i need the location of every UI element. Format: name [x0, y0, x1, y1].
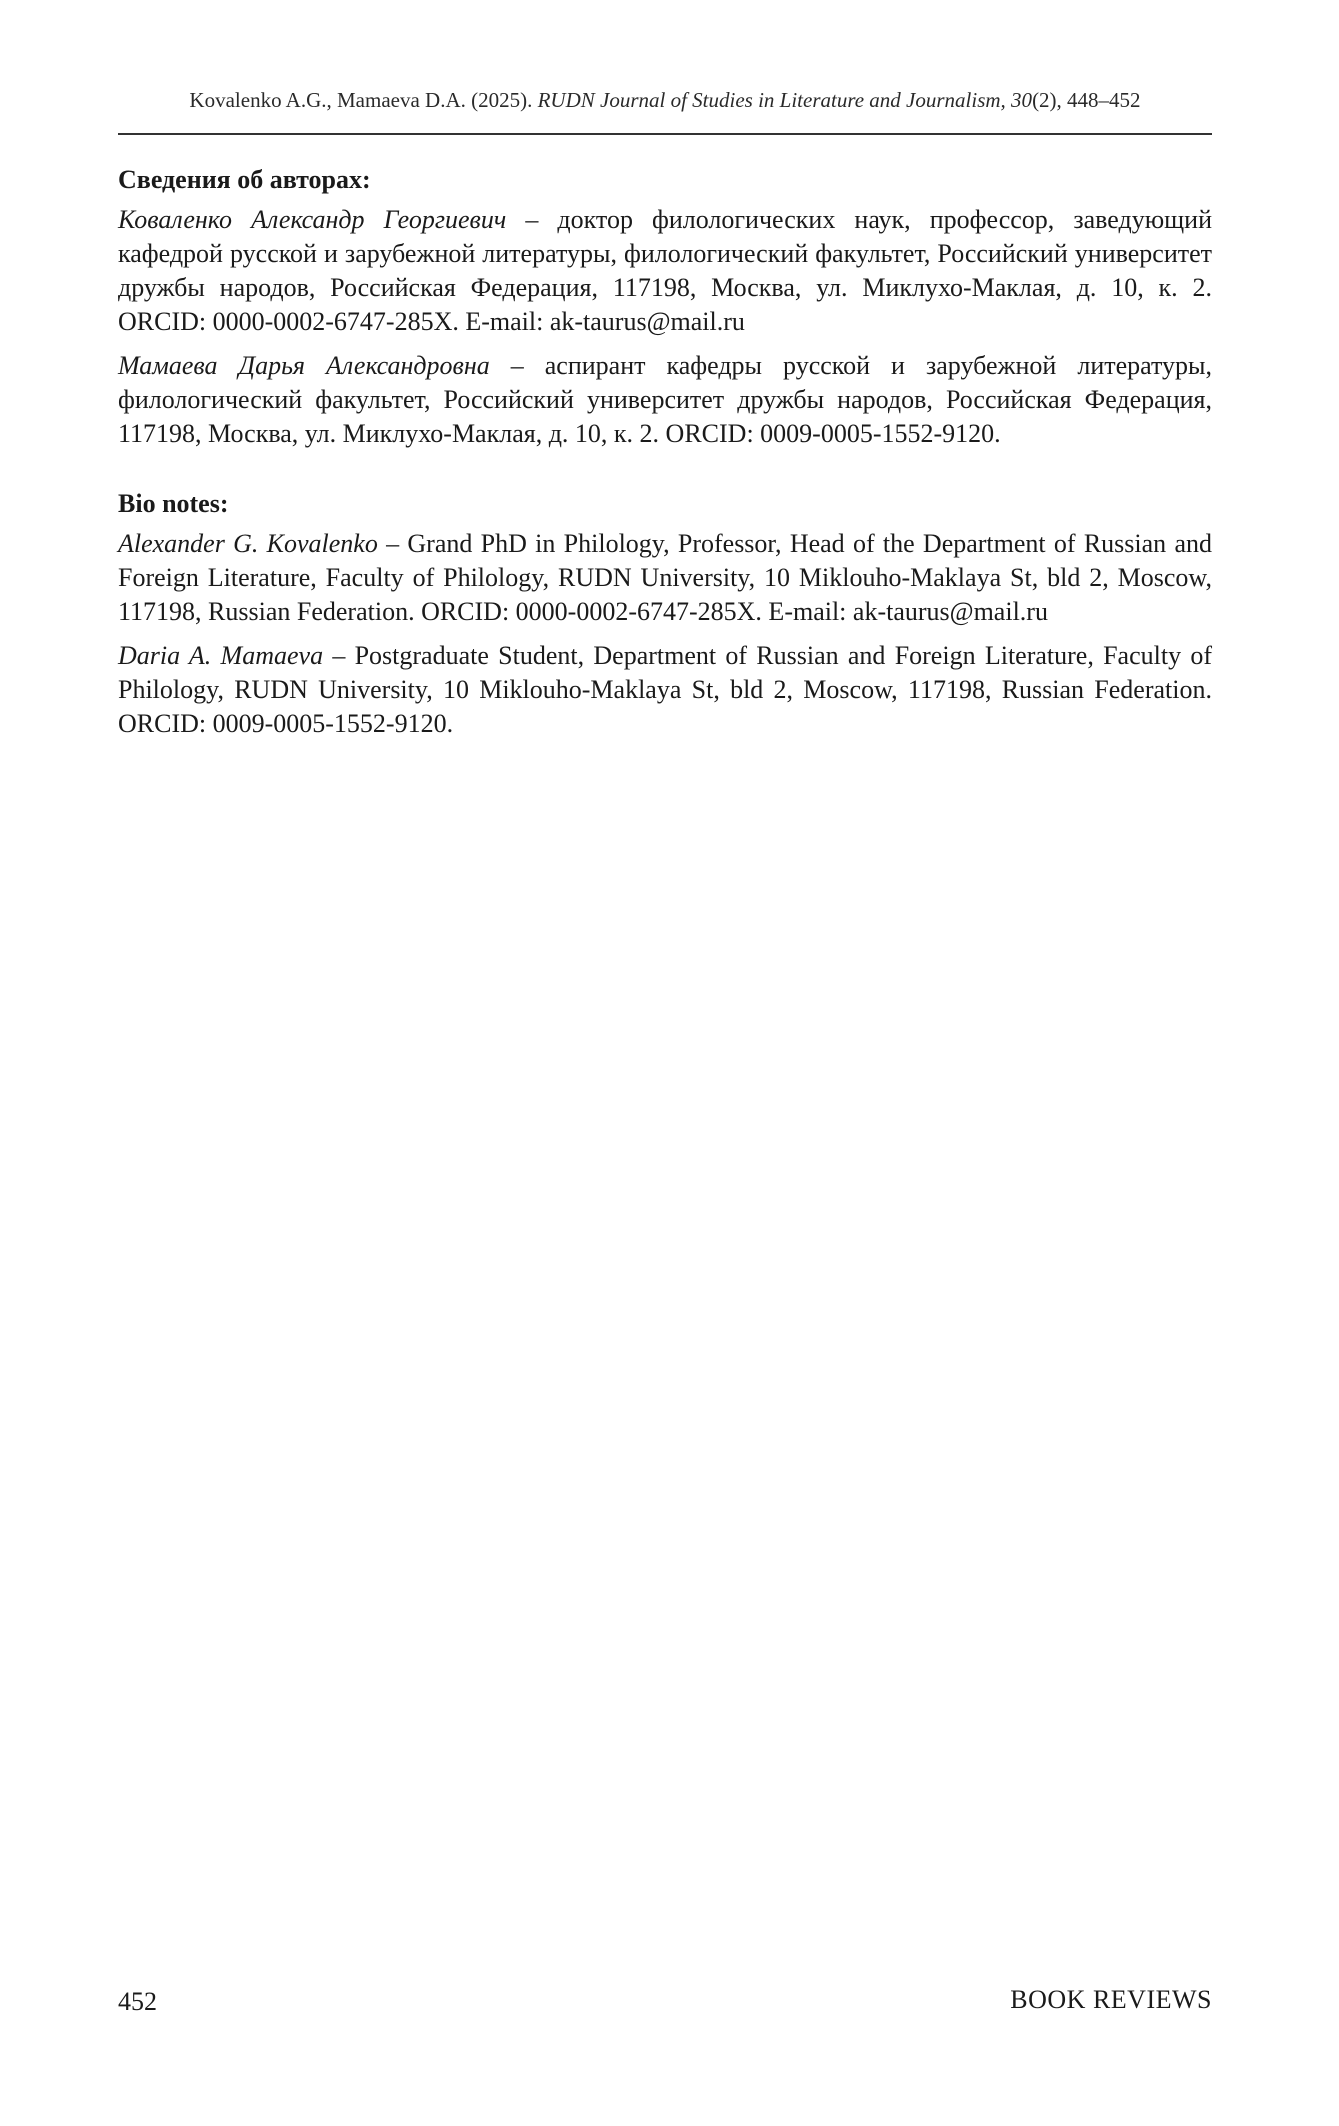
ru-author-entry [118, 203, 1212, 339]
author-details: – аспирант кафедры русской и зарубежной литературы, филологический факультет, Российский университет дружбы народов, Российская Федерация, 117198, Москва, ул. Миклухо-Маклая, д. 10, к. 2. ORCID: 0009-0005-1552-9120. [118, 351, 1212, 448]
ru-section-heading: Сведения об авторах: [118, 165, 371, 194]
author-details: – доктор филологических наук, профессор, заведующий кафедрой русской и зарубежной литературы, филологический факультет, Российский университет дружбы народов, Российская Федерация, 117198, Москва, ул. Миклухо-Маклая, д. 10, к. 2. ORCID: 0000-0002-6747-285X. E-mail: ak-taurus@mail.ru [118, 205, 1212, 336]
ru-authors-section [118, 163, 1212, 451]
page-number: 452 [118, 1987, 157, 2016]
running-head-issue: (2), 448–452 [1032, 88, 1141, 112]
running-head-authors: Kovalenko A.G., Mamaeva D.A. (2025). [189, 88, 538, 112]
running-head-journal: RUDN Journal of Studies in Literature and Journalism, 30 [537, 88, 1033, 112]
header-rule [118, 133, 1212, 135]
author-name: Коваленко Александр Георгиевич [118, 205, 507, 234]
section-spacer [118, 461, 1212, 487]
en-section-heading: Bio notes: [118, 489, 229, 518]
author-details: – Postgraduate Student, Department of Russian and Foreign Literature, Faculty of Philology, RUDN University, 10 Miklouho-Maklaya St, bld 2, Moscow, 117198, Russian Federation. ORCID: 0009-0005-1552-9120. [118, 641, 1212, 738]
author-name: Daria A. Mamaeva [118, 641, 324, 670]
author-name: Мамаева Дарья Александровна [118, 351, 490, 380]
author-details: – Grand PhD in Philology, Professor, Head of the Department of Russian and Foreign Literature, Faculty of Philology, RUDN University, 10 Miklouho-Maklaya St, bld 2, Moscow, 117198, Russian Federation. ORCID: 0000-0002-6747-285X. E-mail: ak-taurus@mail.ru [118, 529, 1212, 626]
running-head [118, 86, 1212, 114]
page-content [118, 163, 1212, 751]
en-author-entry [118, 527, 1212, 629]
ru-author-entry [118, 349, 1212, 451]
en-author-entry [118, 639, 1212, 741]
en-bio-section [118, 487, 1212, 741]
author-name: Alexander G. Kovalenko [118, 529, 378, 558]
footer-section-name: BOOK REVIEWS [1010, 1985, 1212, 2014]
